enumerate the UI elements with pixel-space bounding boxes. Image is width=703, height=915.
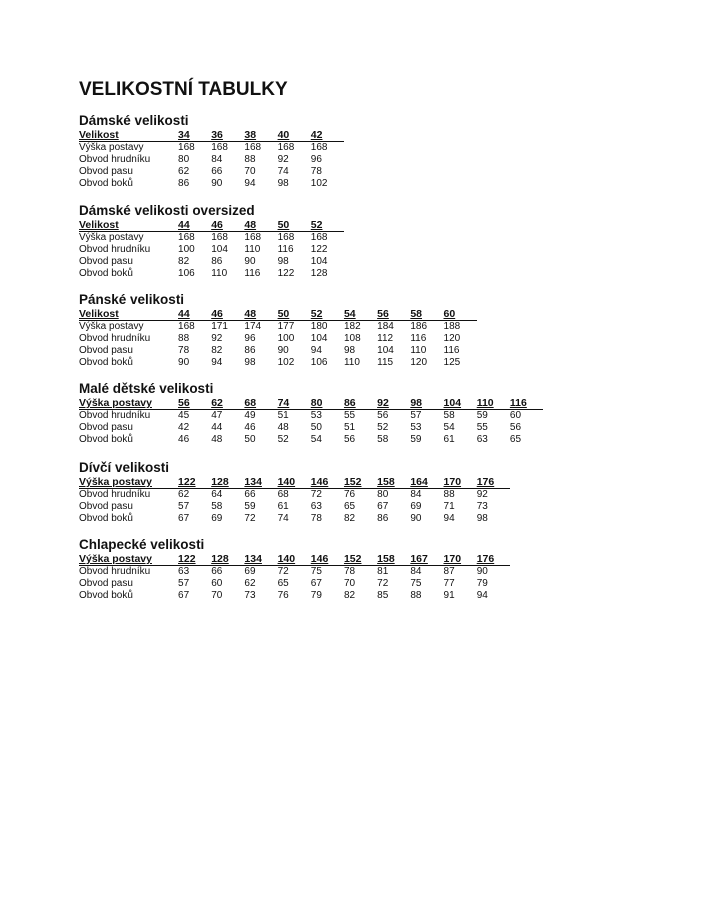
table-row [79,256,344,268]
row-label: Obvod boků [79,513,133,524]
row-label: Obvod hrudníku [79,566,151,577]
table-cell: 104 [377,345,394,356]
table-row [79,166,344,178]
table-cell: 168 [310,232,328,243]
header-label: Výška postavy [79,553,152,565]
header-label: Velikost [79,308,119,320]
header-size-value: 152 [343,476,362,488]
section-title: Pánské velikosti [79,292,185,307]
header-size-value: 50 [277,219,290,231]
table-cell: 110 [244,244,261,255]
table-cell: 57 [410,410,422,421]
table-cell: 168 [211,142,228,153]
table-cell: 45 [178,410,190,421]
header-size-value: 52 [310,219,323,231]
table-cell: 84 [410,489,422,500]
table-cell: 67 [377,501,389,512]
table-cell: 91 [443,590,455,601]
table-cell: 72 [244,513,256,524]
section-title: Dámské velikosti [79,113,189,128]
table-cell: 58 [377,434,389,445]
table-cell: 42 [178,422,190,433]
table-cell: 53 [410,422,422,433]
table-cell: 110 [343,357,360,368]
table-row [79,142,344,155]
table-cell: 63 [476,434,488,445]
header-size-value: 110 [476,397,494,409]
size-section-panske [79,292,477,369]
header-size-value: 146 [310,476,329,488]
table-cell: 78 [310,166,322,177]
row-label: Obvod boků [79,590,133,601]
table-cell: 75 [310,566,322,577]
table-header-row [79,129,344,142]
table-cell: 57 [178,578,190,589]
table-cell: 88 [244,154,256,165]
header-size-value: 86 [343,397,356,409]
table-cell: 122 [277,268,295,279]
table-cell: 55 [343,410,356,421]
size-table [79,553,510,602]
table-cell: 180 [310,321,328,332]
table-cell: 100 [178,244,195,255]
table-cell: 58 [211,501,223,512]
table-cell: 59 [476,410,488,421]
table-cell: 54 [443,422,455,433]
table-cell: 85 [377,590,389,601]
table-cell: 79 [310,590,322,601]
header-size-value: 140 [277,553,296,565]
header-size-value: 140 [277,476,296,488]
row-label: Obvod pasu [79,345,133,356]
table-cell: 186 [410,321,428,332]
table-cell: 73 [476,501,488,512]
table-cell: 168 [244,142,262,153]
page-title: VELIKOSTNÍ TABULKY [79,79,288,100]
table-cell: 92 [211,333,223,344]
table-cell: 104 [211,244,228,255]
table-cell: 61 [277,501,289,512]
table-cell: 168 [277,142,295,153]
table-cell: 70 [211,590,223,601]
table-cell: 106 [178,268,195,279]
table-cell: 69 [244,566,256,577]
row-label: Obvod boků [79,357,133,368]
table-cell: 60 [211,578,223,589]
header-size-value: 42 [310,129,323,141]
table-cell: 94 [244,178,256,189]
header-label: Velikost [79,219,119,231]
table-cell: 51 [343,422,356,433]
table-cell: 57 [178,501,190,512]
size-table [79,476,510,525]
row-label: Obvod boků [79,178,133,189]
table-cell: 86 [211,256,223,267]
table-row [79,268,344,280]
table-cell: 63 [310,501,322,512]
header-size-value: 46 [211,219,223,231]
table-cell: 86 [244,345,256,356]
table-cell: 168 [310,142,328,153]
row-label: Obvod hrudníku [79,244,151,255]
table-cell: 168 [178,232,195,243]
table-cell: 51 [277,410,289,421]
table-cell: 84 [410,566,422,577]
table-cell: 73 [244,590,256,601]
table-cell: 55 [476,422,488,433]
section-title: Chlapecké velikosti [79,537,205,552]
table-cell: 59 [410,434,422,445]
table-cell: 188 [443,321,461,332]
header-label: Výška postavy [79,397,152,409]
row-label: Výška postavy [79,321,144,332]
table-cell: 48 [277,422,289,433]
table-row [79,244,344,256]
table-cell: 98 [476,513,488,524]
table-cell: 168 [277,232,295,243]
table-cell: 50 [310,422,322,433]
header-size-value: 116 [509,397,527,409]
table-cell: 98 [277,256,289,267]
table-cell: 66 [244,489,256,500]
table-cell: 182 [343,321,361,332]
table-cell: 77 [443,578,455,589]
table-cell: 82 [343,513,356,524]
table-cell: 87 [443,566,455,577]
header-label: Výška postavy [79,476,152,488]
table-cell: 62 [178,489,190,500]
table-cell: 56 [343,434,356,445]
table-cell: 78 [310,513,322,524]
table-cell: 66 [211,566,223,577]
header-size-value: 128 [211,553,229,565]
row-label: Výška postavy [79,142,144,153]
table-cell: 48 [211,434,223,445]
row-label: Obvod pasu [79,256,133,267]
table-cell: 86 [377,513,389,524]
table-cell: 94 [443,513,455,524]
header-size-value: 122 [178,476,196,488]
table-cell: 70 [244,166,256,177]
table-cell: 76 [277,590,289,601]
table-cell: 46 [178,434,190,445]
header-size-value: 48 [244,219,257,231]
table-cell: 72 [310,489,322,500]
table-cell: 94 [211,357,223,368]
table-cell: 92 [476,489,488,500]
size-section-damske-oversized [79,203,344,280]
table-cell: 116 [244,268,261,279]
header-size-value: 56 [178,397,190,409]
header-size-value: 158 [377,476,395,488]
table-cell: 168 [211,232,228,243]
row-label: Obvod hrudníku [79,333,151,344]
table-cell: 69 [211,513,223,524]
table-row [79,578,510,590]
header-size-value: 46 [211,308,223,320]
table-cell: 90 [277,345,289,356]
table-cell: 104 [310,256,328,267]
header-size-value: 98 [410,397,423,409]
table-cell: 59 [244,501,256,512]
size-table [79,397,543,446]
table-cell: 67 [178,590,190,601]
table-cell: 78 [343,566,356,577]
table-header-row [79,476,510,489]
table-cell: 90 [211,178,223,189]
header-size-value: 62 [211,397,223,409]
table-cell: 120 [410,357,428,368]
header-size-value: 134 [244,476,262,488]
table-row [79,321,477,334]
table-header-row [79,219,344,232]
table-cell: 56 [509,422,522,433]
table-cell: 116 [410,333,427,344]
section-title: Malé dětské velikosti [79,381,214,396]
header-size-value: 68 [244,397,257,409]
table-cell: 84 [211,154,223,165]
table-cell: 52 [377,422,389,433]
section-title: Dámské velikosti oversized [79,203,255,218]
table-cell: 98 [277,178,289,189]
size-table [79,308,477,369]
header-size-value: 74 [277,397,290,409]
table-cell: 72 [377,578,389,589]
table-cell: 74 [277,513,289,524]
header-size-value: 176 [476,476,495,488]
table-cell: 46 [244,422,256,433]
header-size-value: 152 [343,553,362,565]
header-size-value: 158 [377,553,395,565]
table-cell: 90 [410,513,422,524]
table-cell: 110 [211,268,228,279]
header-size-value: 56 [377,308,389,320]
header-size-value: 44 [178,308,190,320]
header-size-value: 92 [377,397,389,409]
table-cell: 112 [377,333,394,344]
table-row [79,410,543,423]
table-row [79,513,510,525]
header-size-value: 36 [211,129,223,141]
table-cell: 53 [310,410,322,421]
table-cell: 100 [277,333,295,344]
table-row [79,178,344,190]
table-cell: 102 [310,178,328,189]
row-label: Obvod boků [79,434,133,445]
header-size-value: 48 [244,308,257,320]
table-cell: 88 [443,489,455,500]
table-cell: 78 [178,345,190,356]
table-cell: 50 [244,434,256,445]
size-table [79,219,344,280]
table-cell: 67 [310,578,322,589]
table-row [79,501,510,513]
table-cell: 120 [443,333,461,344]
header-size-value: 170 [443,553,462,565]
table-row [79,333,477,345]
table-row [79,345,477,357]
header-size-value: 146 [310,553,329,565]
table-cell: 104 [310,333,328,344]
table-header-row [79,553,510,566]
table-cell: 168 [244,232,262,243]
table-cell: 66 [211,166,223,177]
table-cell: 102 [277,357,295,368]
header-size-value: 54 [343,308,356,320]
table-cell: 61 [443,434,455,445]
table-cell: 47 [211,410,223,421]
table-row [79,422,543,434]
header-size-value: 44 [178,219,190,231]
table-cell: 90 [476,566,488,577]
table-cell: 92 [277,154,289,165]
table-cell: 62 [244,578,256,589]
header-size-value: 134 [244,553,262,565]
table-cell: 174 [244,321,262,332]
table-cell: 115 [377,357,394,368]
table-cell: 60 [509,410,522,421]
header-label: Velikost [79,129,119,141]
row-label: Obvod pasu [79,166,133,177]
size-table [79,129,344,190]
table-cell: 56 [377,410,389,421]
table-row [79,590,510,602]
table-cell: 64 [211,489,223,500]
size-section-divci [79,460,510,525]
table-cell: 94 [310,345,322,356]
row-label: Obvod hrudníku [79,410,151,421]
table-cell: 168 [178,321,195,332]
table-cell: 67 [178,513,190,524]
row-label: Obvod pasu [79,422,133,433]
header-size-value: 50 [277,308,290,320]
table-cell: 98 [343,345,356,356]
table-cell: 108 [343,333,361,344]
table-cell: 76 [343,489,356,500]
table-cell: 86 [178,178,190,189]
size-section-damske [79,113,344,190]
table-cell: 122 [310,244,328,255]
table-cell: 96 [244,333,256,344]
header-size-value: 167 [410,553,428,565]
table-cell: 49 [244,410,256,421]
table-cell: 70 [343,578,356,589]
table-cell: 128 [310,268,328,279]
table-cell: 106 [310,357,328,368]
table-cell: 116 [443,345,460,356]
table-cell: 65 [509,434,522,445]
row-label: Obvod pasu [79,501,133,512]
table-cell: 65 [277,578,289,589]
table-cell: 94 [476,590,488,601]
header-size-value: 52 [310,308,323,320]
header-size-value: 60 [443,308,456,320]
row-label: Obvod pasu [79,578,133,589]
size-section-male-detske [79,381,543,446]
table-cell: 184 [377,321,394,332]
header-size-value: 34 [178,129,190,141]
row-label: Obvod boků [79,268,133,279]
section-title: Dívčí velikosti [79,460,170,475]
header-size-value: 176 [476,553,495,565]
table-cell: 82 [343,590,356,601]
table-cell: 110 [410,345,427,356]
table-row [79,566,510,579]
table-cell: 88 [178,333,190,344]
table-cell: 75 [410,578,422,589]
table-cell: 177 [277,321,295,332]
row-label: Výška postavy [79,232,144,243]
table-cell: 90 [178,357,190,368]
header-size-value: 80 [310,397,323,409]
table-cell: 69 [410,501,422,512]
table-cell: 90 [244,256,256,267]
table-cell: 68 [277,489,289,500]
table-row [79,489,510,502]
table-cell: 116 [277,244,294,255]
table-row [79,434,543,446]
size-section-chlapecke [79,537,510,602]
header-size-value: 170 [443,476,462,488]
table-cell: 80 [377,489,389,500]
table-cell: 171 [211,321,228,332]
table-cell: 74 [277,166,289,177]
table-row [79,232,344,245]
table-cell: 52 [277,434,289,445]
header-size-value: 128 [211,476,229,488]
table-cell: 71 [443,501,455,512]
table-row [79,154,344,166]
table-cell: 82 [211,345,223,356]
header-size-value: 38 [244,129,257,141]
table-cell: 63 [178,566,190,577]
table-cell: 72 [277,566,289,577]
table-cell: 168 [178,142,195,153]
table-cell: 62 [178,166,190,177]
table-cell: 96 [310,154,322,165]
table-cell: 79 [476,578,488,589]
row-label: Obvod hrudníku [79,154,151,165]
table-header-row [79,397,543,410]
header-size-value: 164 [410,476,428,488]
table-cell: 82 [178,256,190,267]
table-cell: 88 [410,590,422,601]
table-cell: 98 [244,357,256,368]
table-cell: 54 [310,434,322,445]
row-label: Obvod hrudníku [79,489,151,500]
header-size-value: 40 [277,129,290,141]
table-cell: 58 [443,410,455,421]
table-cell: 65 [343,501,356,512]
header-size-value: 104 [443,397,462,409]
table-cell: 80 [178,154,190,165]
header-size-value: 122 [178,553,196,565]
table-cell: 125 [443,357,461,368]
table-cell: 81 [377,566,389,577]
table-row [79,357,477,369]
table-cell: 44 [211,422,223,433]
header-size-value: 58 [410,308,423,320]
table-header-row [79,308,477,321]
